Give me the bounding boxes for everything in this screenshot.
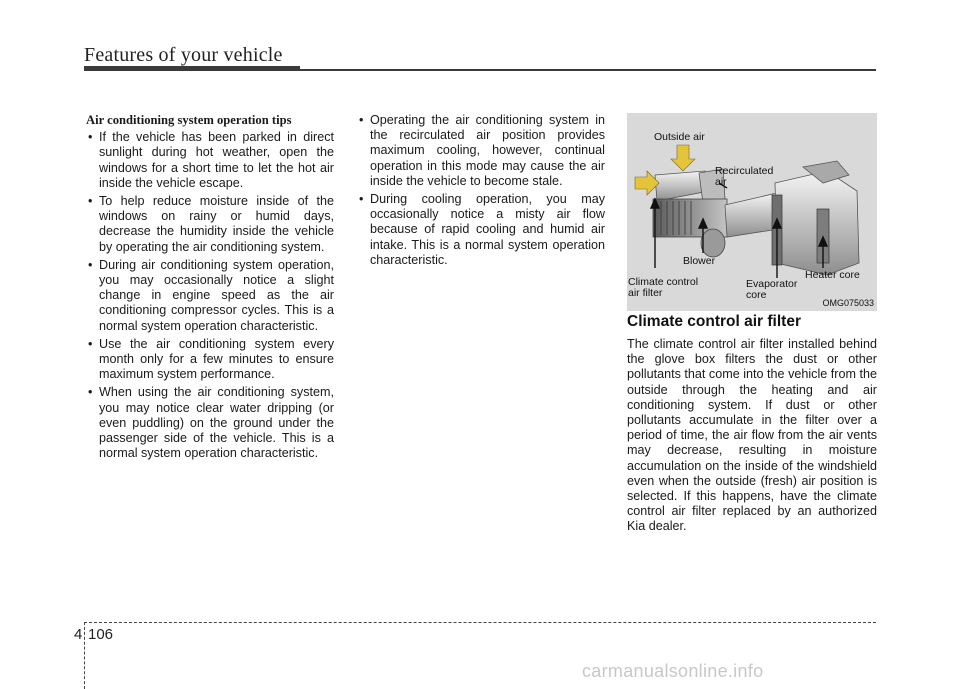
section-title: Climate control air filter — [627, 313, 801, 330]
list-item: • If the vehicle has been parked in direct sunlight during hot weather, open the windows for a short time to let the hot air inside the vehicle escape. — [86, 130, 334, 191]
watermark: carmanualsonline.info — [582, 661, 764, 681]
list-item: • When using the air conditioning system, you may notice clear water dripping (or even puddling) on the ground under the passenger side of the vehicle. This is a normal system operation characteristic. — [86, 385, 334, 461]
figure-code: OMG075033 — [822, 298, 874, 308]
section-body: The climate control air filter installed behind the glove box filters the dust or other pollutants that come into the vehicle from the outside through the heating and air conditioning system. If dust or other pollutants accumulate in the filter over a period of time, the air flow from the air vents may decrease, resulting in moisture accumulation on the inside of the windshield even when the outside (fresh) air position is selected. If this happens, have the climate control air filter replaced by an authorized Kia dealer. — [627, 337, 877, 534]
tips-list-2 — [357, 113, 605, 268]
recirculated-air-label: Recirculated air — [715, 165, 774, 188]
tips-column-2 — [357, 113, 605, 271]
blower-motor — [701, 229, 725, 257]
header-rule-thick — [84, 66, 300, 71]
list-item: • Operating the air conditioning system in the recirculated air position provides maximum cooling, however, continual operation in this mode may cause the air inside the vehicle to become stale. — [357, 113, 605, 189]
outside-air-arrow — [671, 145, 695, 171]
heater-core-label: Heater core — [805, 269, 860, 281]
evaporator-core-label: Evaporator core — [746, 278, 798, 301]
tips-heading: Air conditioning system operation tips — [86, 113, 292, 127]
hvac-diagram — [627, 113, 877, 311]
blower-label: Blower — [683, 255, 716, 267]
list-item: • During cooling operation, you may occasionally notice a misty air flow because of rapid cooling and humid air intake. This is a normal system operation characteristic. — [357, 192, 605, 268]
list-item: • Use the air conditioning system every month only for a few minutes to ensure maximum system performance. — [86, 337, 334, 383]
chapter-number: 4 — [74, 626, 83, 643]
tips-column-1 — [86, 113, 334, 464]
air-duct — [725, 193, 779, 237]
page-number: 106 — [88, 626, 114, 643]
list-item: • During air conditioning system operation, you may occasionally notice a slight change in engine speed as the air conditioning compressor cycles. This is a normal system operation characteristic. — [86, 258, 334, 334]
page-header-title: Features of your vehicle — [84, 44, 283, 66]
climate-filter-label: Climate control air filter — [628, 276, 699, 299]
outside-air-label: Outside air — [654, 131, 705, 143]
footer-divider — [84, 622, 85, 689]
header-rule-thin — [300, 69, 876, 71]
list-item: • To help reduce moisture inside of the windows on rainy or humid days, decrease the humidity inside the vehicle by operating the air conditioning system. — [86, 194, 334, 255]
tips-list-1 — [86, 130, 334, 461]
footer-rule — [84, 622, 876, 623]
